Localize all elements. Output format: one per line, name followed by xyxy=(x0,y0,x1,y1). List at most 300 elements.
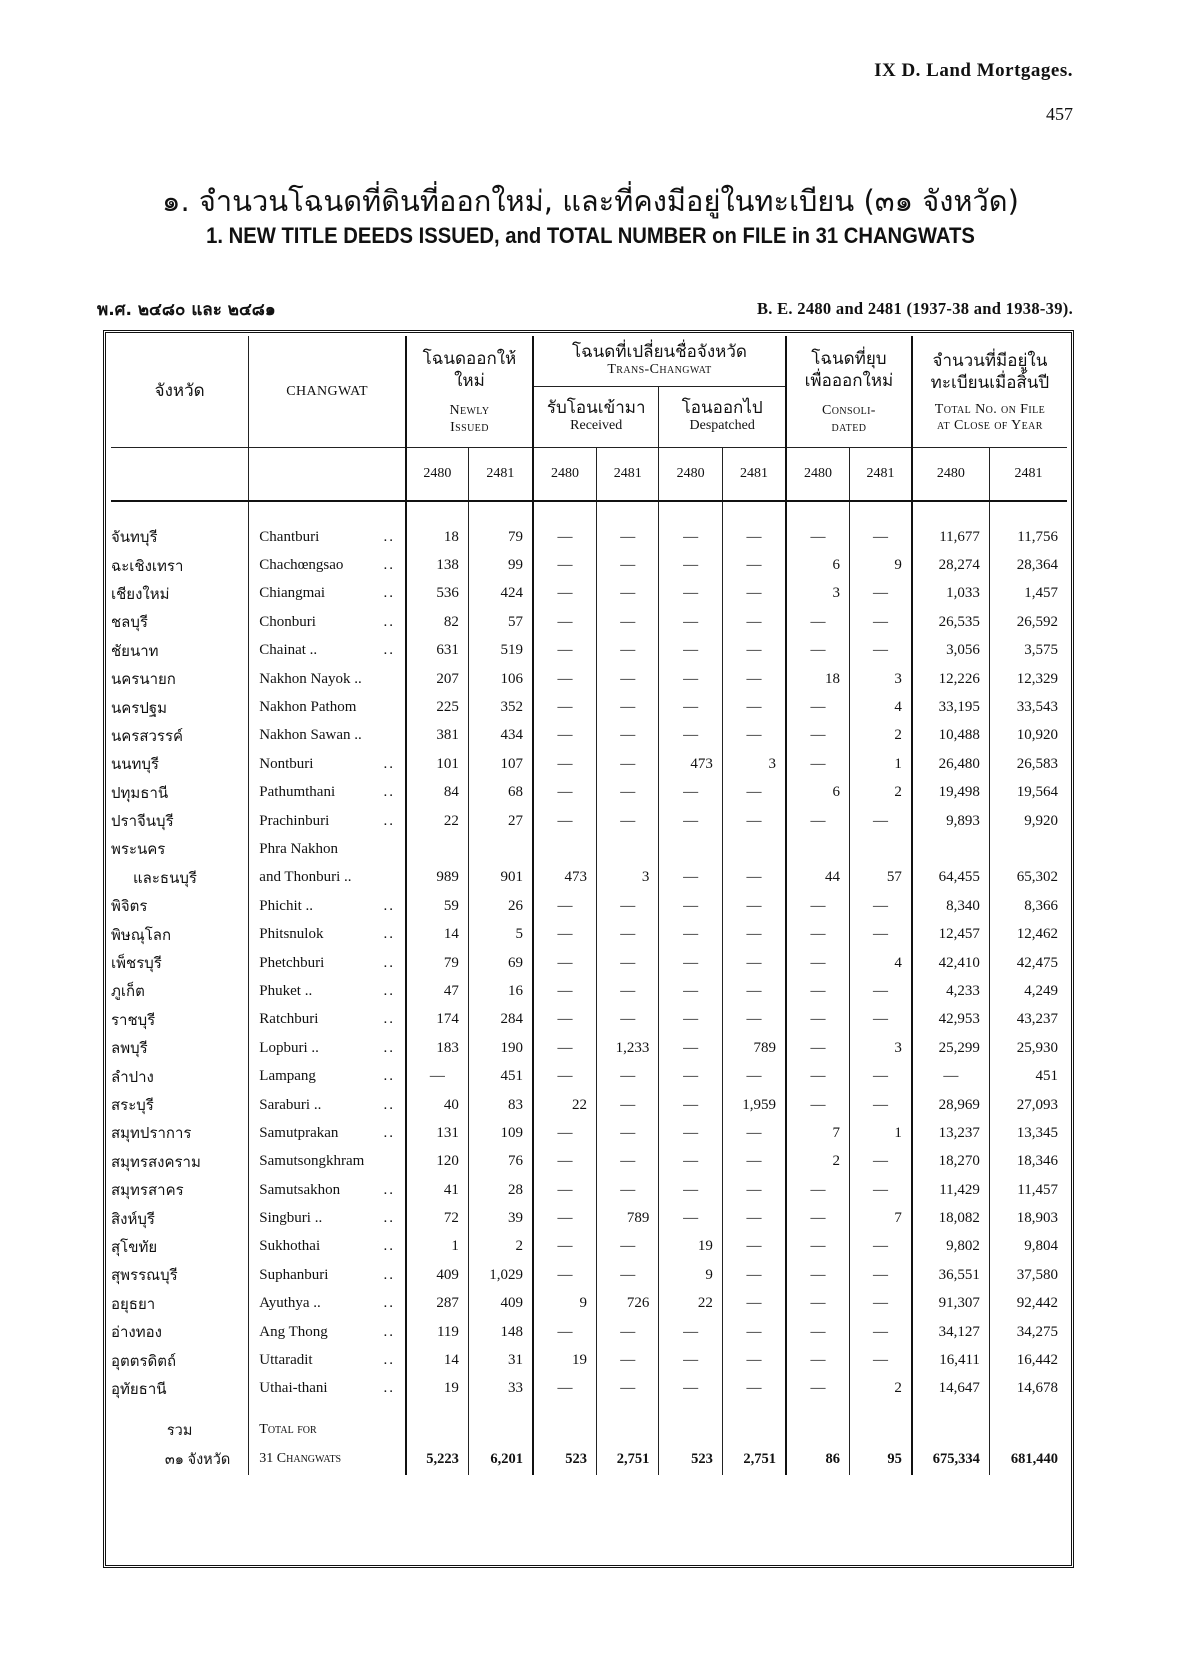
cell-value: 9,804 xyxy=(989,1233,1067,1261)
cell-value: 101 xyxy=(406,750,468,778)
cell-value: 190 xyxy=(468,1034,533,1062)
cell-value: 33 xyxy=(468,1375,533,1403)
cell-value: — xyxy=(659,1006,723,1034)
province-thai: อยุธยา xyxy=(111,1296,156,1313)
cell-value: — xyxy=(659,608,723,636)
running-head: IX D. Land Mortgages. xyxy=(874,60,1073,81)
period-thai: พ.ศ. ๒๔๘๐ และ ๒๔๘๑ xyxy=(97,300,276,320)
year-header: 2481 xyxy=(849,448,911,502)
cell-value: 57 xyxy=(849,864,911,892)
changwat-name: Pathumthani xyxy=(259,784,336,801)
changwat-name: Chainat .. xyxy=(259,642,318,659)
cell-value: — xyxy=(722,1261,786,1289)
cell-value: — xyxy=(659,551,723,579)
changwat-name: Phichit .. xyxy=(259,897,314,914)
cell-value: 12,462 xyxy=(989,920,1067,948)
total-value: 6,201 xyxy=(468,1443,533,1475)
leader-dots: .. xyxy=(383,1039,395,1056)
header-trans-changwat xyxy=(533,336,786,387)
total-value: 95 xyxy=(849,1443,911,1475)
cell-value: 536 xyxy=(406,580,468,608)
leader-dots: .. xyxy=(383,982,395,999)
cell-value: 2 xyxy=(786,1148,850,1176)
cell-value: 19,564 xyxy=(989,779,1067,807)
cell-value: 424 xyxy=(468,580,533,608)
cell-value: — xyxy=(533,892,597,920)
cell-value: 16,411 xyxy=(912,1346,990,1374)
cell-value: — xyxy=(533,977,597,1005)
cell-value: 901 xyxy=(468,864,533,892)
cell-value: 6 xyxy=(786,551,850,579)
changwat-name: Phetchburi xyxy=(259,954,325,971)
cell-value: — xyxy=(596,551,658,579)
cell-value: — xyxy=(786,949,850,977)
cell-value: 42,953 xyxy=(912,1006,990,1034)
cell-value: — xyxy=(596,523,658,551)
cell-value: — xyxy=(533,750,597,778)
cell-value: — xyxy=(659,864,723,892)
leader-dots: .. xyxy=(383,585,395,602)
cell-value: — xyxy=(596,693,658,721)
cell-value: — xyxy=(596,1261,658,1289)
cell-value: — xyxy=(912,1062,990,1090)
total-en: Total No. on File at Close of Year xyxy=(934,401,1046,433)
cell-value: 989 xyxy=(406,864,468,892)
cell-value: 26,480 xyxy=(912,750,990,778)
table-row xyxy=(111,637,1067,665)
cell-value: 381 xyxy=(406,722,468,750)
province-thai: พระนคร xyxy=(111,842,166,859)
cell-value: 3 xyxy=(786,580,850,608)
province-english xyxy=(249,1006,406,1034)
province-thai: เชียงใหม่ xyxy=(111,586,170,603)
table-row xyxy=(111,1091,1067,1119)
year-header: 2481 xyxy=(722,448,786,502)
total-english-1: Total for xyxy=(249,1417,406,1443)
leader-dots: .. xyxy=(383,1124,395,1141)
total-value: 5,223 xyxy=(406,1443,468,1475)
province-english xyxy=(249,637,406,665)
cell-value xyxy=(786,835,850,863)
title-deeds-table xyxy=(111,336,1067,1475)
cell-value: — xyxy=(849,892,911,920)
cell-value: — xyxy=(596,1233,658,1261)
trans-thai: โฉนดที่เปลี่ยนชื่อจังหวัด xyxy=(571,342,747,362)
province-english xyxy=(249,1346,406,1374)
province-english xyxy=(249,722,406,750)
cell-value: — xyxy=(659,807,723,835)
consolidated-en: Consoli-dated xyxy=(822,402,876,435)
cell-value: 44 xyxy=(786,864,850,892)
cell-value: — xyxy=(533,1318,597,1346)
table-row xyxy=(111,722,1067,750)
cell-value: — xyxy=(786,608,850,636)
changwat-name: Samutprakan xyxy=(259,1124,339,1141)
province-thai: อุทัยธานี xyxy=(111,1381,167,1398)
changwat-name: Sukhothai xyxy=(259,1238,321,1255)
cell-value: 27,093 xyxy=(989,1091,1067,1119)
cell-value: — xyxy=(659,1119,723,1147)
cell-value: — xyxy=(596,637,658,665)
cell-value: — xyxy=(722,864,786,892)
cell-value: — xyxy=(596,1006,658,1034)
cell-value: — xyxy=(722,580,786,608)
cell-value: — xyxy=(786,1318,850,1346)
cell-value: — xyxy=(659,580,723,608)
cell-value: 6 xyxy=(786,779,850,807)
cell-value: 2 xyxy=(849,722,911,750)
cell-value: — xyxy=(722,551,786,579)
province-english xyxy=(249,920,406,948)
cell-value: 83 xyxy=(468,1091,533,1119)
cell-value: — xyxy=(786,1034,850,1062)
cell-value: — xyxy=(786,892,850,920)
cell-value: 39 xyxy=(468,1204,533,1232)
header-changwat: CHANGWAT xyxy=(249,336,406,448)
province-thai: ภูเก็ต xyxy=(111,984,145,1001)
cell-value: 8,366 xyxy=(989,892,1067,920)
cell-value: 99 xyxy=(468,551,533,579)
changwat-name: Nakhon Nayok .. xyxy=(259,670,362,687)
leader-dots: .. xyxy=(383,557,395,574)
header-thai-province: จังหวัด xyxy=(154,381,205,401)
year-header: 2480 xyxy=(659,448,723,502)
cell-value: — xyxy=(659,1318,723,1346)
table-row xyxy=(111,551,1067,579)
total-row-label xyxy=(111,1417,1067,1443)
cell-value: — xyxy=(659,779,723,807)
changwat-name: Chantburi xyxy=(259,528,320,545)
title-english: 1. NEW TITLE DEEDS ISSUED, and TOTAL NUMBER on FILE in 31 CHANGWATS xyxy=(206,223,975,248)
cell-value: — xyxy=(659,693,723,721)
cell-value: 1,233 xyxy=(596,1034,658,1062)
cell-value: — xyxy=(722,1006,786,1034)
province-thai: สุโขทัย xyxy=(111,1239,158,1256)
changwat-name: Chachœngsao xyxy=(259,557,344,574)
cell-value: 1,029 xyxy=(468,1261,533,1289)
cell-value: 11,457 xyxy=(989,1176,1067,1204)
cell-value: 14,647 xyxy=(912,1375,990,1403)
province-english xyxy=(249,1148,406,1176)
cell-value xyxy=(468,835,533,863)
cell-value: 18,082 xyxy=(912,1204,990,1232)
changwat-name: Lopburi .. xyxy=(259,1039,319,1056)
cell-value: 26,592 xyxy=(989,608,1067,636)
cell-value: — xyxy=(533,1119,597,1147)
province-english xyxy=(249,1176,406,1204)
province-english xyxy=(249,1290,406,1318)
cell-value xyxy=(533,835,597,863)
cell-value: 726 xyxy=(596,1290,658,1318)
changwat-name: Ayuthya .. xyxy=(259,1295,321,1312)
cell-value: — xyxy=(596,1318,658,1346)
table-row xyxy=(111,580,1067,608)
cell-value: — xyxy=(849,1290,911,1318)
cell-value: — xyxy=(406,1062,468,1090)
leader-dots: .. xyxy=(383,1295,395,1312)
changwat-name: Uttaradit xyxy=(259,1352,313,1369)
cell-value: — xyxy=(786,807,850,835)
cell-value: 409 xyxy=(406,1261,468,1289)
cell-value: — xyxy=(849,977,911,1005)
cell-value: — xyxy=(786,1006,850,1034)
province-english xyxy=(249,779,406,807)
table-row xyxy=(111,1062,1067,1090)
total-value: 86 xyxy=(786,1443,850,1475)
cell-value: 2 xyxy=(468,1233,533,1261)
province-english xyxy=(249,949,406,977)
leader-dots: .. xyxy=(383,954,395,971)
province-thai: สมุทปราการ xyxy=(111,1126,192,1143)
province-thai: ปราจีนบุรี xyxy=(111,814,174,831)
changwat-name: Samutsakhon xyxy=(259,1181,341,1198)
cell-value: — xyxy=(786,1062,850,1090)
header-total-on-file xyxy=(912,336,1067,448)
table-row xyxy=(111,779,1067,807)
cell-value: 3 xyxy=(722,750,786,778)
cell-value: — xyxy=(596,1346,658,1374)
cell-value: 9 xyxy=(659,1261,723,1289)
province-thai: สิงห์บุรี xyxy=(111,1211,155,1228)
cell-value: 409 xyxy=(468,1290,533,1318)
cell-value: — xyxy=(533,1034,597,1062)
cell-value: — xyxy=(786,1204,850,1232)
province-thai: อ่างทอง xyxy=(111,1325,162,1342)
table-row xyxy=(111,665,1067,693)
cell-value xyxy=(406,835,468,863)
cell-value: 473 xyxy=(659,750,723,778)
cell-value: — xyxy=(659,523,723,551)
table-row xyxy=(111,949,1067,977)
cell-value: 91,307 xyxy=(912,1290,990,1318)
cell-value: — xyxy=(659,1204,723,1232)
cell-value: 107 xyxy=(468,750,533,778)
table-row xyxy=(111,523,1067,551)
cell-value: 8,340 xyxy=(912,892,990,920)
cell-value: — xyxy=(786,637,850,665)
province-thai: สมุทรสงคราม xyxy=(111,1154,201,1171)
cell-value: 10,920 xyxy=(989,722,1067,750)
cell-value: — xyxy=(596,1091,658,1119)
total-value: 675,334 xyxy=(912,1443,990,1475)
cell-value: — xyxy=(596,892,658,920)
province-english xyxy=(249,1318,406,1346)
total-value: 2,751 xyxy=(596,1443,658,1475)
cell-value: 79 xyxy=(468,523,533,551)
cell-value: — xyxy=(533,1375,597,1403)
cell-value: 131 xyxy=(406,1119,468,1147)
province-english xyxy=(249,1375,406,1403)
cell-value: 68 xyxy=(468,779,533,807)
cell-value: — xyxy=(849,920,911,948)
cell-value: — xyxy=(722,1233,786,1261)
cell-value: 1,457 xyxy=(989,580,1067,608)
cell-value: 1,033 xyxy=(912,580,990,608)
cell-value: 37,580 xyxy=(989,1261,1067,1289)
cell-value: 138 xyxy=(406,551,468,579)
cell-value: — xyxy=(659,1062,723,1090)
cell-value: 3 xyxy=(596,864,658,892)
cell-value: 12,329 xyxy=(989,665,1067,693)
cell-value: — xyxy=(722,1119,786,1147)
cell-value: 5 xyxy=(468,920,533,948)
changwat-name: and Thonburi .. xyxy=(259,869,352,886)
cell-value: — xyxy=(533,1261,597,1289)
table-row xyxy=(111,864,1067,892)
cell-value: — xyxy=(849,637,911,665)
cell-value: 82 xyxy=(406,608,468,636)
table-row xyxy=(111,1346,1067,1374)
cell-value: — xyxy=(722,807,786,835)
cell-value: 434 xyxy=(468,722,533,750)
year-header: 2480 xyxy=(533,448,597,502)
province-english xyxy=(249,750,406,778)
total-english-2: 31 Changwats xyxy=(249,1443,406,1475)
cell-value: — xyxy=(596,665,658,693)
cell-value: — xyxy=(849,1062,911,1090)
cell-value: — xyxy=(533,920,597,948)
table-row xyxy=(111,1290,1067,1318)
cell-value: — xyxy=(596,1375,658,1403)
cell-value: — xyxy=(786,722,850,750)
cell-value: — xyxy=(533,580,597,608)
changwat-name: Prachinburi xyxy=(259,812,330,829)
newly-issued-thai: โฉนดออกให้ใหม่ xyxy=(422,348,517,391)
changwat-name: Samutsongkhram xyxy=(259,1153,365,1170)
header-newly-issued xyxy=(406,336,533,448)
cell-value: — xyxy=(722,1346,786,1374)
cell-value: 28,364 xyxy=(989,551,1067,579)
cell-value: — xyxy=(659,1346,723,1374)
cell-value: 69 xyxy=(468,949,533,977)
cell-value: — xyxy=(722,920,786,948)
cell-value: 109 xyxy=(468,1119,533,1147)
cell-value: 36,551 xyxy=(912,1261,990,1289)
cell-value xyxy=(912,835,990,863)
cell-value: 18 xyxy=(406,523,468,551)
cell-value: 22 xyxy=(406,807,468,835)
header-consolidated xyxy=(786,336,912,448)
cell-value: 4,233 xyxy=(912,977,990,1005)
cell-value: 33,543 xyxy=(989,693,1067,721)
cell-value: 2 xyxy=(849,1375,911,1403)
cell-value: — xyxy=(659,920,723,948)
page-number: 457 xyxy=(1046,104,1073,124)
cell-value: 1 xyxy=(406,1233,468,1261)
cell-value: 9 xyxy=(533,1290,597,1318)
cell-value: — xyxy=(786,693,850,721)
period-english: B. E. 2480 and 2481 (1937-38 and 1938-39). xyxy=(756,299,1073,318)
cell-value: — xyxy=(786,1233,850,1261)
changwat-name: Phra Nakhon xyxy=(259,840,339,857)
province-thai: ราชบุรี xyxy=(111,1012,156,1029)
province-thai: สมุทรสาคร xyxy=(111,1183,184,1200)
cell-value: 2 xyxy=(849,779,911,807)
cell-value: 9 xyxy=(849,551,911,579)
cell-value: — xyxy=(659,637,723,665)
cell-value: — xyxy=(596,1062,658,1090)
table-row xyxy=(111,1261,1067,1289)
cell-value: 3,575 xyxy=(989,637,1067,665)
cell-value: — xyxy=(722,1062,786,1090)
total-value: 681,440 xyxy=(989,1443,1067,1475)
cell-value: — xyxy=(849,523,911,551)
table-row xyxy=(111,1119,1067,1147)
province-thai: ลพบุรี xyxy=(111,1041,148,1058)
cell-value: — xyxy=(849,1346,911,1374)
cell-value: — xyxy=(659,977,723,1005)
year-header: 2481 xyxy=(596,448,658,502)
province-english xyxy=(249,1119,406,1147)
cell-value: — xyxy=(533,1233,597,1261)
year-spacer xyxy=(111,448,249,502)
cell-value: 65,302 xyxy=(989,864,1067,892)
year-header: 2480 xyxy=(786,448,850,502)
table-row xyxy=(111,1034,1067,1062)
cell-value: 59 xyxy=(406,892,468,920)
province-english xyxy=(249,580,406,608)
cell-value: 25,299 xyxy=(912,1034,990,1062)
cell-value: — xyxy=(849,1148,911,1176)
cell-value: 207 xyxy=(406,665,468,693)
cell-value: 9,920 xyxy=(989,807,1067,835)
cell-value: — xyxy=(533,779,597,807)
table-row xyxy=(111,1233,1067,1261)
table-row xyxy=(111,807,1067,835)
cell-value: 42,410 xyxy=(912,949,990,977)
cell-value: 19 xyxy=(406,1375,468,1403)
cell-value: — xyxy=(786,1346,850,1374)
total-value: 2,751 xyxy=(722,1443,786,1475)
cell-value: — xyxy=(722,892,786,920)
cell-value: 19,498 xyxy=(912,779,990,807)
cell-value: 106 xyxy=(468,665,533,693)
despatched-thai: โอนออกไป xyxy=(681,398,763,418)
changwat-name: Phuket .. xyxy=(259,982,313,999)
cell-value: 42,475 xyxy=(989,949,1067,977)
cell-value: 19 xyxy=(533,1346,597,1374)
province-english xyxy=(249,1062,406,1090)
leader-dots: .. xyxy=(383,1210,395,1227)
leader-dots: .. xyxy=(383,1380,395,1397)
table-row xyxy=(111,920,1067,948)
cell-value: — xyxy=(596,722,658,750)
cell-value: — xyxy=(786,1261,850,1289)
cell-value xyxy=(989,835,1067,863)
total-row xyxy=(111,1443,1067,1475)
cell-value: 9,893 xyxy=(912,807,990,835)
cell-value: — xyxy=(786,1375,850,1403)
cell-value: — xyxy=(722,1290,786,1318)
province-thai: จันทบุรี xyxy=(111,530,158,547)
title-thai: ๑. จำนวนโฉนดที่ดินที่ออกใหม่, และที่คงมีอยู่ในทะเบียน (๓๑ จังหวัด) xyxy=(162,184,1019,218)
changwat-name: Suphanburi xyxy=(259,1266,329,1283)
cell-value: 631 xyxy=(406,637,468,665)
cell-value: 287 xyxy=(406,1290,468,1318)
cell-value: — xyxy=(596,807,658,835)
cell-value: 12,226 xyxy=(912,665,990,693)
cell-value: 789 xyxy=(722,1034,786,1062)
cell-value: — xyxy=(533,523,597,551)
cell-value: 26,583 xyxy=(989,750,1067,778)
leader-dots: .. xyxy=(383,528,395,545)
province-thai: ฉะเชิงเทรา xyxy=(111,558,184,575)
province-english xyxy=(249,1204,406,1232)
year-header: 2481 xyxy=(989,448,1067,502)
cell-value: 7 xyxy=(786,1119,850,1147)
province-english xyxy=(249,892,406,920)
cell-value: 47 xyxy=(406,977,468,1005)
